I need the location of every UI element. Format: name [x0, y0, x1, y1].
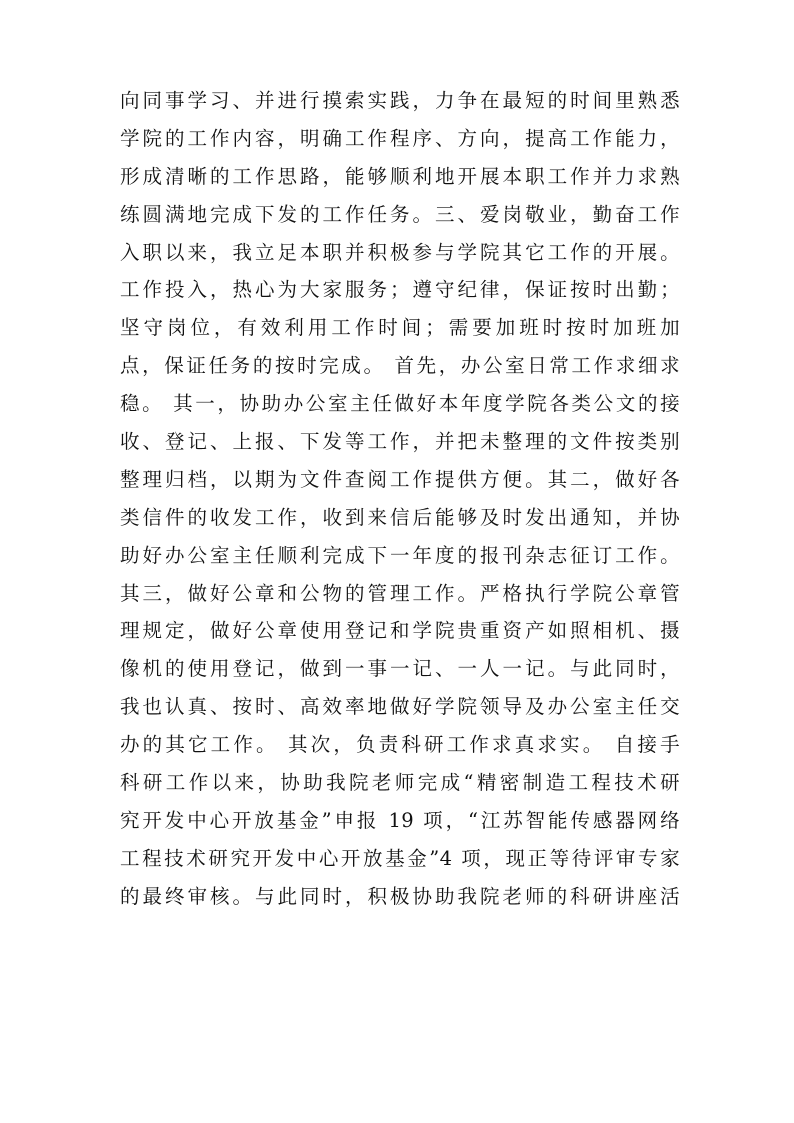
text-line: 助好办公室主任顺利完成下一年度的报刊杂志征订工作。: [120, 543, 680, 567]
text-line: 练圆满地完成下发的工作任务。三、爱岗敬业，勤奋工作: [120, 202, 680, 226]
text-line: 坚守岗位，有效利用工作时间；需要加班时按时加班加: [120, 316, 680, 340]
text-line: 我也认真、按时、高效率地做好学院领导及办公室主任交: [120, 695, 680, 719]
text-line: 究开发中心开放基金”申报 19 项，“江苏智能传感器网络: [120, 808, 680, 832]
text-line: 点，保证任务的按时完成。 首先，办公室日常工作求细求: [120, 354, 680, 378]
text-line: 的最终审核。与此同时，积极协助我院老师的科研讲座活: [120, 884, 680, 908]
text-line: 理规定，做好公章使用登记和学院贵重资产如照相机、摄: [120, 619, 680, 643]
text-line: 入职以来，我立足本职并积极参与学院其它工作的开展。: [120, 240, 680, 264]
text-line: 稳。 其一，协助办公室主任做好本年度学院各类公文的接: [120, 392, 680, 416]
text-line: 其三，做好公章和公物的管理工作。严格执行学院公章管: [120, 581, 680, 605]
text-line: 形成清晰的工作思路，能够顺利地开展本职工作并力求熟: [120, 164, 680, 188]
text-line: 办的其它工作。 其次，负责科研工作求真求实。 自接手: [120, 733, 680, 757]
text-line: 工作投入，热心为大家服务；遵守纪律，保证按时出勤；: [120, 278, 680, 302]
text-line: 学院的工作内容，明确工作程序、方向，提高工作能力，: [120, 126, 680, 150]
text-line: 类信件的收发工作，收到来信后能够及时发出通知，并协: [120, 505, 680, 529]
text-line: 整理归档，以期为文件查阅工作提供方便。其二，做好各: [120, 467, 680, 491]
text-line: 收、登记、上报、下发等工作，并把未整理的文件按类别: [120, 430, 680, 454]
body-text: [120, 82, 680, 916]
text-line: 像机的使用登记，做到一事一记、一人一记。与此同时，: [120, 657, 680, 681]
text-line: 工程技术研究开发中心开放基金”4 项，现正等待评审专家: [120, 846, 680, 870]
text-line: 向同事学习、并进行摸索实践，力争在最短的时间里熟悉: [120, 89, 680, 112]
text-line: 科研工作以来，协助我院老师完成“精密制造工程技术研: [120, 771, 680, 795]
